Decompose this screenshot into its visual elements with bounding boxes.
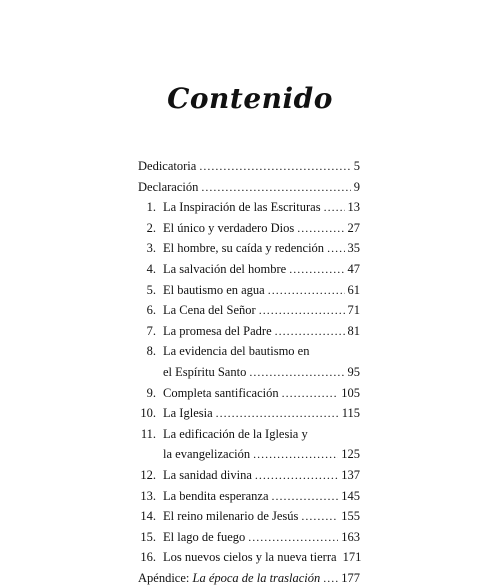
chapter-number: 7. [146,323,156,338]
toc-entry-label: El reino milenario de Jesús [163,509,299,524]
toc-entry-label: La bendita esperanza [163,488,269,503]
toc-entry-chapter [138,403,360,424]
chapter-number: 14. [140,509,156,524]
toc-entry-label: La Cena del Señor [163,303,256,318]
leader-dots [282,383,339,404]
toc-page-number: 27 [347,220,360,235]
leader-dots [248,527,338,548]
leader-dots [289,259,344,280]
toc-entry-chapter [138,341,360,362]
toc-entry-chapter [138,238,360,259]
toc-entry-label: Dedicatoria [138,159,197,173]
chapter-number: 2. [146,220,156,235]
toc-page-number: 163 [341,529,360,544]
toc-entry-chapter [138,486,360,507]
leader-dots [323,568,338,588]
toc-entry-chapter [138,300,360,321]
toc-page-number: 105 [341,385,360,400]
chapter-number: 10. [140,406,156,421]
chapter-number: 12. [140,467,156,482]
leader-dots [327,238,344,259]
leader-dots [249,362,344,383]
toc-page-number: 137 [341,467,360,482]
toc-entry-chapter [138,547,360,568]
appendix-title: La época de la traslación [192,570,321,585]
leader-dots [199,156,350,177]
toc-page-number: 35 [347,241,360,256]
toc-entry-label-continued: el Espíritu Santo [163,364,247,379]
leader-dots [324,197,345,218]
toc-page-number: 61 [347,282,360,297]
chapter-number: 9. [146,385,156,400]
toc-entry-dedicatoria [138,156,360,177]
leader-dots [297,218,344,239]
toc-entry-label: Completa santificación [163,385,279,400]
chapter-number: 1. [146,200,156,215]
leader-dots [272,486,339,507]
toc-entry-label: El bautismo en agua [163,282,265,297]
toc-entry-chapter-continued [138,444,360,465]
toc-entry-label: Declaración [138,179,199,194]
toc-entry-chapter [138,218,360,239]
toc-entry-chapter [138,197,360,218]
page-title: Contenido [167,82,333,115]
toc-entry-label-continued: la evangelización [163,447,251,462]
leader-dots [255,465,338,486]
chapter-number: 5. [146,282,156,297]
toc-entry-chapter [138,259,360,280]
leader-dots [216,403,339,424]
toc-page-number: 47 [347,261,360,276]
toc-entry-label: La promesa del Padre [163,323,272,338]
toc-page-number: 145 [341,488,360,503]
toc-page-number: 95 [347,364,360,379]
chapter-number: 4. [146,261,156,276]
chapter-number: 15. [140,529,156,544]
chapter-number: 16. [140,550,156,565]
chapter-number: 11. [140,426,156,441]
leader-dots [253,444,338,465]
toc-entry-label: La sanidad divina [163,467,252,482]
toc-entry-chapter [138,506,360,527]
toc-page-number: 71 [347,303,360,318]
leader-dots [301,506,338,527]
chapter-number: 6. [146,303,156,318]
toc-entry-declaracion [138,177,360,198]
toc-entry-appendix [138,568,360,588]
toc-entry-chapter [138,465,360,486]
toc-page-number: 115 [341,406,360,421]
toc-entry-label: La salvación del hombre [163,261,287,276]
toc-entry-chapter [138,321,360,342]
chapter-list [138,197,360,568]
toc-entry-label: La edificación de la Iglesia y [163,426,308,441]
toc-entry-label: Los nuevos cielos y la nueva tierra [163,550,337,565]
toc-page-number: 177 [341,570,360,585]
toc-entry-chapter-continued [138,362,360,383]
toc-page-number: 5 [353,159,360,173]
appendix-prefix: Apéndice: [138,570,190,585]
chapter-number: 8. [146,344,156,359]
chapter-number: 13. [140,488,156,503]
toc-entry-label: El hombre, su caída y redención [163,241,325,256]
toc-page-number: 171 [342,550,362,565]
toc-entry-label: La Iglesia [163,406,213,421]
toc-entry-chapter [138,424,360,445]
toc-page-number: 125 [341,447,360,462]
toc-entry-chapter [138,527,360,548]
chapter-number: 3. [146,241,156,256]
leader-dots [259,300,345,321]
leader-dots [201,177,350,198]
toc-page-number: 13 [347,200,360,215]
leader-dots [275,321,345,342]
toc-entry-label: El único y verdadero Dios [163,220,295,235]
toc-entry-label: La evidencia del bautismo en [163,344,310,359]
toc-entry-label: La Inspiración de las Escrituras [163,200,321,215]
leader-dots [268,280,345,301]
toc-page-number: 155 [341,509,360,524]
toc-page-number: 9 [353,179,360,194]
toc-entry-chapter [138,280,360,301]
table-of-contents [138,156,360,588]
toc-entry-label: El lago de fuego [163,529,246,544]
toc-entry-chapter [138,383,360,404]
toc-page-number: 81 [347,323,360,338]
